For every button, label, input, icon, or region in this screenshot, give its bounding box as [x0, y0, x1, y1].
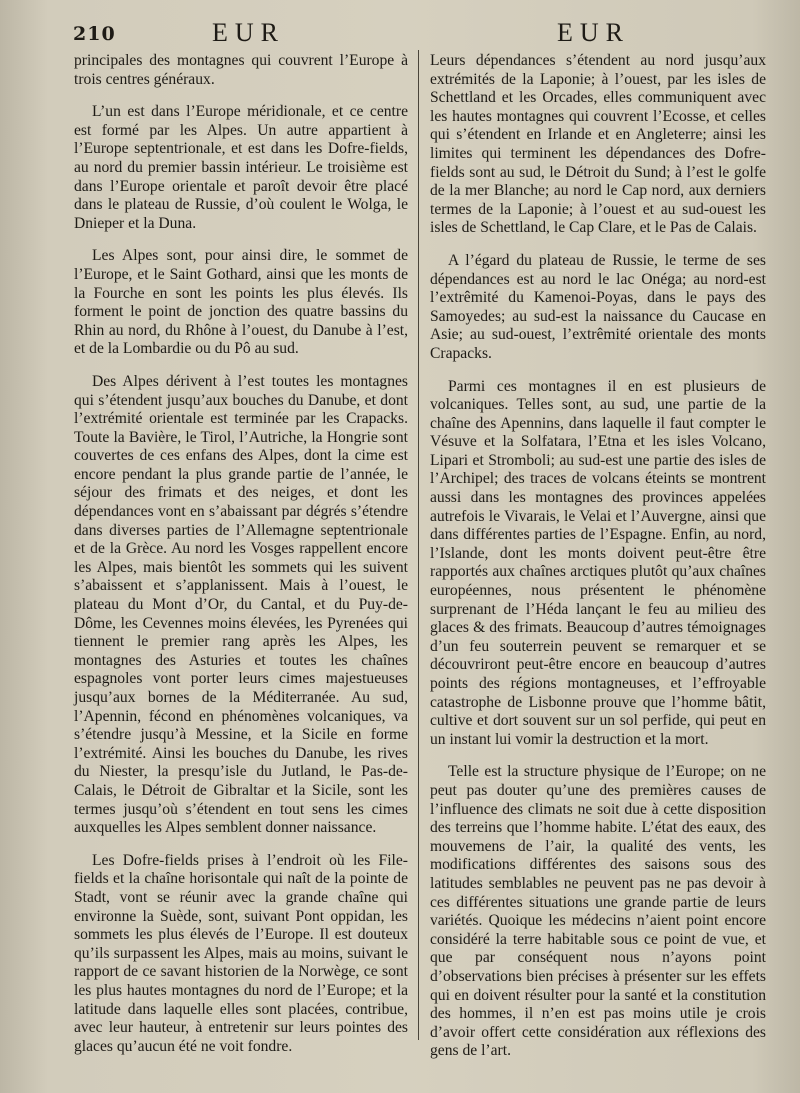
paragraph: Parmi ces montagnes il en est plusieurs de volcaniques. Telles sont, au sud, une partie de la chaîne des Apennins, dans laquelle il faut compter le Vésuve et la Solfatara, l’Etna et les isles Volcano, Lipari et Stromboli; au sud-est une partie des isles de l’Archipel; des traces de volcans éteints se montrent aussi dans les montagnes des provinces appelées autrefois le Vivarais, le Velai et l’Auvergne, ainsi que dans différentes parties de l’Espagne. Enfin, au nord, l’Islande, dont les monts doivent peut-être être rapportés aux chaînes arctiques plutôt qu’aux chaînes européennes, nous présentent le phénomène surprenant de l’Héda lançant le feu au milieu des glaces & des frimats. Beaucoup d’autres témoignages d’un feu souterrein peuvent se remarquer et se découvriront peut-être encore en beaucoup d’autres points des régions montagneuses, et l’effroyable catastrophe de Lisbonne prouve que l’homme bâtit, cultive et dort souvent sur un sol perfide, qui peut en un instant lui vomir la destruction et la mort. [430, 377, 766, 748]
paragraph: Telle est la structure physique de l’Europe; on ne peut pas douter qu’une des premières causes de l’influence des climats ne soit due à cette disposition des terreins que l’homme habite. L’état des eaux, des mouvemens de l’air, la qualité des vents, les modifications différentes des saisons sous des latitudes semblables ne peuvent pas ne pas devoir à ces différentes situations une grande partie de leurs variétés. Quoique les médecins n’aient point encore considéré la terre habitable sous ce point de vue, et que par conséquent nous n’ayons point d’observations bien précises à présenter sur les effets qui en doivent résulter pour la santé et la constitution des hommes, il n’en est pas moins utile je crois d’avoir offert cette considération aux réflexions des gens de l’art. [430, 763, 766, 1060]
paragraph: Les Dofre-fields prises à l’endroit où les File-fields et la chaîne horisontale qui naît de la pointe de Stadt, vont se réunir avec la grande chaîne qui environne la Suède, sont, suivant Pont oppidan, les sommets les plus élevés de l’Europe. Il est douteux qu’ils surpassent les Alpes, mais au moins, suivant le rapport de ce savant historien de la Norwège, ce sont les plus hautes montagnes du nord de l’Europe; et la latitude dans laquelle elles sont placées, contribue, avec leur hauteur, à entretenir sur leurs pointes des glaces qu’aucun été ne voit fondre. [74, 851, 408, 1055]
left-column [74, 52, 408, 1070]
right-column [430, 52, 766, 1075]
paragraph: Les Alpes sont, pour ainsi dire, le sommet de l’Europe, et le Saint Gothard, ainsi que les monts de la Fourche en sont les points les plus élevés. Ils forment le point de jonction des quatre bassins du Rhin au nord, du Rhône à l’ouest, du Danube à l’est, et de la Lombardie ou du Pô au sud. [74, 247, 408, 358]
paragraph: L’un est dans l’Europe méridionale, et ce centre est formé par les Alpes. Un autre appartient à l’Europe septentrionale, et est dans les Dofre-fields, au nord du premier bassin intérieur. Le troisième est dans l’Europe orientale et paroît devoir être placé dans le plateau de Russie, d’où coulent le Wolga, le Dnieper et la Duna. [74, 103, 408, 232]
column-divider [418, 50, 419, 1040]
paragraph: Leurs dépendances s’étendent au nord jusqu’aux extrémités de la Laponie; à l’ouest, par les isles de Schettland et les Orcades, elles communiquent avec les hautes montagnes qui couvrent l’Ecosse, et celles qui s’étendent en Irlande et en Angleterre; ainsi les limites qui terminent les dépendances des Dofre-fields sont au sud, le Détroit du Sund; à l’est le golfe de la mer Blanche; au nord le Cap nord, aux derniers termes de la Laponie; à l’ouest et au sud-ouest les isles de Schettland, le Cap Clare, et le Pas de Calais. [430, 52, 766, 237]
paragraph: Des Alpes dérivent à l’est toutes les montagnes qui s’étendent jusqu’aux bouches du Danube, et dont l’extrémité orientale est terminée par les Crapacks. Toute la Bavière, le Tirol, l’Autriche, la Hongrie sont couvertes de ces enfans des Alpes, dont la cime est encore pendant la plus grande partie de l’année, le séjour des frimats et des neiges, et dont les dépendances vont en s’abaissant par dégrés s’étendre dans diverses parties de l’Allemagne septentrionale et de la Grèce. Au nord les Vosges rappellent encore les Alpes, mais bientôt les sommets qui les suivent s’abaissent et s’applanissent. Mais à l’ouest, le plateau du Mont d’Or, du Cantal, et du Puy-de-Dôme, les Cevennes moins élevées, les Pyrenées qui tiennent le premier rang après les Alpes, les montagnes des Asturies et toutes les chaînes espagnoles vont porter leurs cimes majestueuses jusqu’aux bornes de la Méditerranée. Au sud, l’Apennin, fécond en phénomènes volcaniques, va s’étendre jusqu’à Messine, et la Sicile en forme l’extrémité. Ainsi les bouches du Danube, les rives du Niester, la presqu’isle du Jutland, le Pas-de-Calais, le Détroit de Gibraltar et la Sicile, sont les termes jusqu’où s’étendent en tout sens les cimes auxquelles les Alpes semblent donner naissance. [74, 372, 408, 837]
running-head-left: EUR [212, 18, 285, 47]
page-header [0, 18, 800, 52]
running-head-right: EUR [557, 18, 630, 47]
paragraph: A l’égard du plateau de Russie, le terme de ses dépendances est au nord le lac Onéga; au nord-est l’extrêmité du Kamenoi-Poyas, dans le pays des Samoyedes; au sud-est la naissance du Caucase en Asie; au sud-ouest, l’extrêmité orientale des monts Crapacks. [430, 251, 766, 362]
page-number: 210 [73, 23, 116, 45]
paragraph: principales des montagnes qui couvrent l’Europe à trois centres généraux. [74, 52, 408, 88]
